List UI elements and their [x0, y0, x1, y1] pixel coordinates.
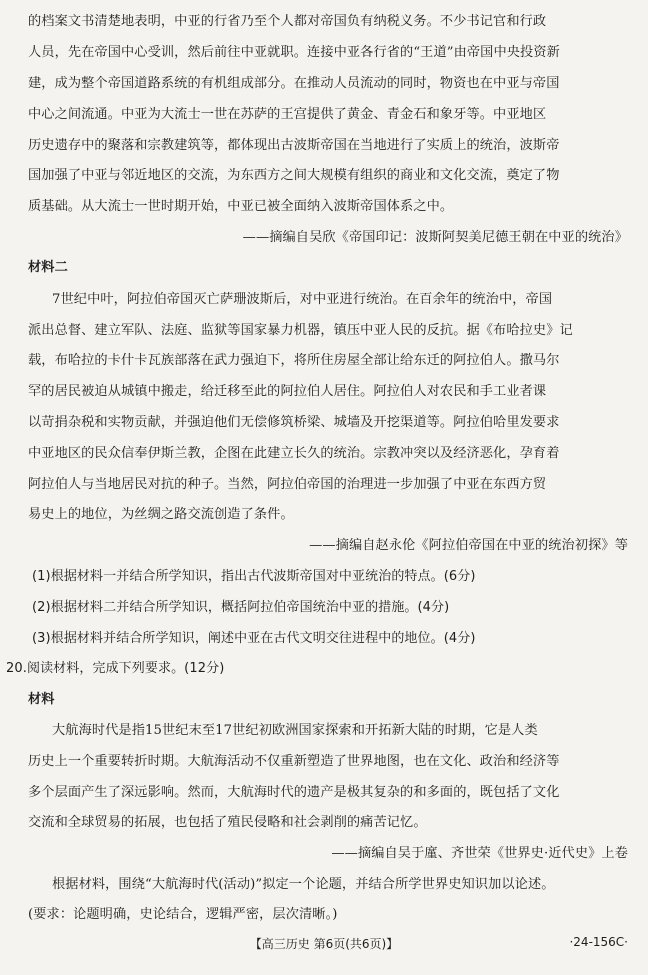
text-line: 中心之间流通。中亚为大流士一世在苏萨的王宫提供了黄金、青金石和象牙等。中亚地区 — [28, 107, 547, 122]
text-line: 大航海时代是指15世纪末至17世纪初欧洲国家探索和开拓新大陆的时期，它是人类 — [52, 723, 538, 738]
text-line: 中亚地区的民众信奉伊斯兰教，企图在此建立长久的统治。宗教冲突以及经济恶化，孕育着 — [28, 446, 560, 461]
page-number: 【高三历史 第6页(共6页)】 — [249, 937, 399, 951]
text-line: 易史上的地位，为丝绸之路交流创造了条件。 — [28, 507, 294, 522]
text-line: 载，布哈拉的卡什卡瓦族部落在武力强迫下，将所住房屋全部让给东迁的阿拉伯人。撒马尔 — [28, 353, 560, 368]
section-heading: 材料 — [28, 692, 55, 707]
text-line: 质基础。从大流士一世时期开始，中亚已被全面纳入波斯帝国体系之中。 — [28, 199, 454, 214]
text-line: 派出总督、建立军队、法庭、监狱等国家暴力机器，镇压中亚人民的反抗。据《布哈拉史》记 — [28, 323, 573, 338]
text-line: 7世纪中叶，阿拉伯帝国灭亡萨珊波斯后，对中亚进行统治。在百余年的统治中，帝国 — [52, 292, 553, 307]
question-3: (3)根据材料并结合所学知识，阐述中亚在古代文明交往进程中的地位。(4分) — [32, 631, 476, 646]
text-line: 多个层面产生了深远影响。然而，大航海时代的遗产是极其复杂的和多面的，既包括了文化 — [28, 785, 560, 800]
text-line: 交流和全球贸易的拓展，也包括了殖民侵略和社会剥削的痛苦记忆。 — [28, 815, 427, 830]
text-line: 的档案文书清楚地表明，中亚的行省乃至个人都对帝国负有纳税义务。不少书记官和行政 — [28, 14, 547, 29]
text-line: 罕的居民被迫从城镇中搬走，给迁移至此的阿拉伯人居住。阿拉伯人对农民和手工业者课 — [28, 384, 547, 399]
text-line: 阿拉伯人与当地居民对抗的种子。当然，阿拉伯帝国的治理进一步加强了中亚在东西方贸 — [28, 477, 547, 492]
text-line: 国加强了中亚与邻近地区的交流，为东西方之间大规模有组织的商业和文化交流，奠定了物 — [28, 168, 560, 183]
source-citation: ——摘编自赵永伦《阿拉伯帝国在中亚的统治初探》等 — [309, 538, 628, 553]
section-heading: 材料二 — [28, 260, 68, 275]
question-20: 20.阅读材料，完成下列要求。(12分) — [6, 661, 225, 676]
question-2: (2)根据材料二并结合所学知识，概括阿拉伯帝国统治中亚的措施。(4分) — [32, 600, 450, 615]
text-line: 建，成为整个帝国道路系统的有机组成部分。在推动人员流动的同时，物资也在中亚与帝国 — [28, 76, 560, 91]
task-requirements: (要求：论题明确，史论结合，逻辑严密，层次清晰。) — [28, 907, 338, 922]
task-instruction: 根据材料，围绕“大航海时代(活动)”拟定一个论题，并结合所学世界史知识加以论述。 — [52, 877, 555, 892]
page-footer — [0, 935, 648, 955]
text-line: 人员，先在帝国中心受训，然后前往中亚就职。连接中亚各行省的“王道”由帝国中央投资新 — [28, 45, 560, 60]
source-citation: ——摘编自吴欣《帝国印记：波斯阿契美尼德王朝在中亚的统治》 — [242, 230, 628, 245]
text-line: 历史遗存中的聚落和宗教建筑等，都体现出古波斯帝国在当地进行了实质上的统治，波斯帝 — [28, 138, 560, 153]
question-1: (1)根据材料一并结合所学知识，指出古代波斯帝国对中亚统治的特点。(6分) — [32, 569, 476, 584]
paper-code: ·24-156C· — [569, 935, 628, 949]
text-line: 历史上一个重要转折时期。大航海活动不仅重新塑造了世界地图，也在文化、政治和经济等 — [28, 754, 560, 769]
text-line: 以苛捐杂税和实物贡献，并强迫他们无偿修筑桥梁、城墙及开挖渠道等。阿拉伯哈里发要求 — [28, 415, 560, 430]
source-citation: ——摘编自吴于廑、齐世荣《世界史·近代史》上卷 — [331, 846, 628, 861]
